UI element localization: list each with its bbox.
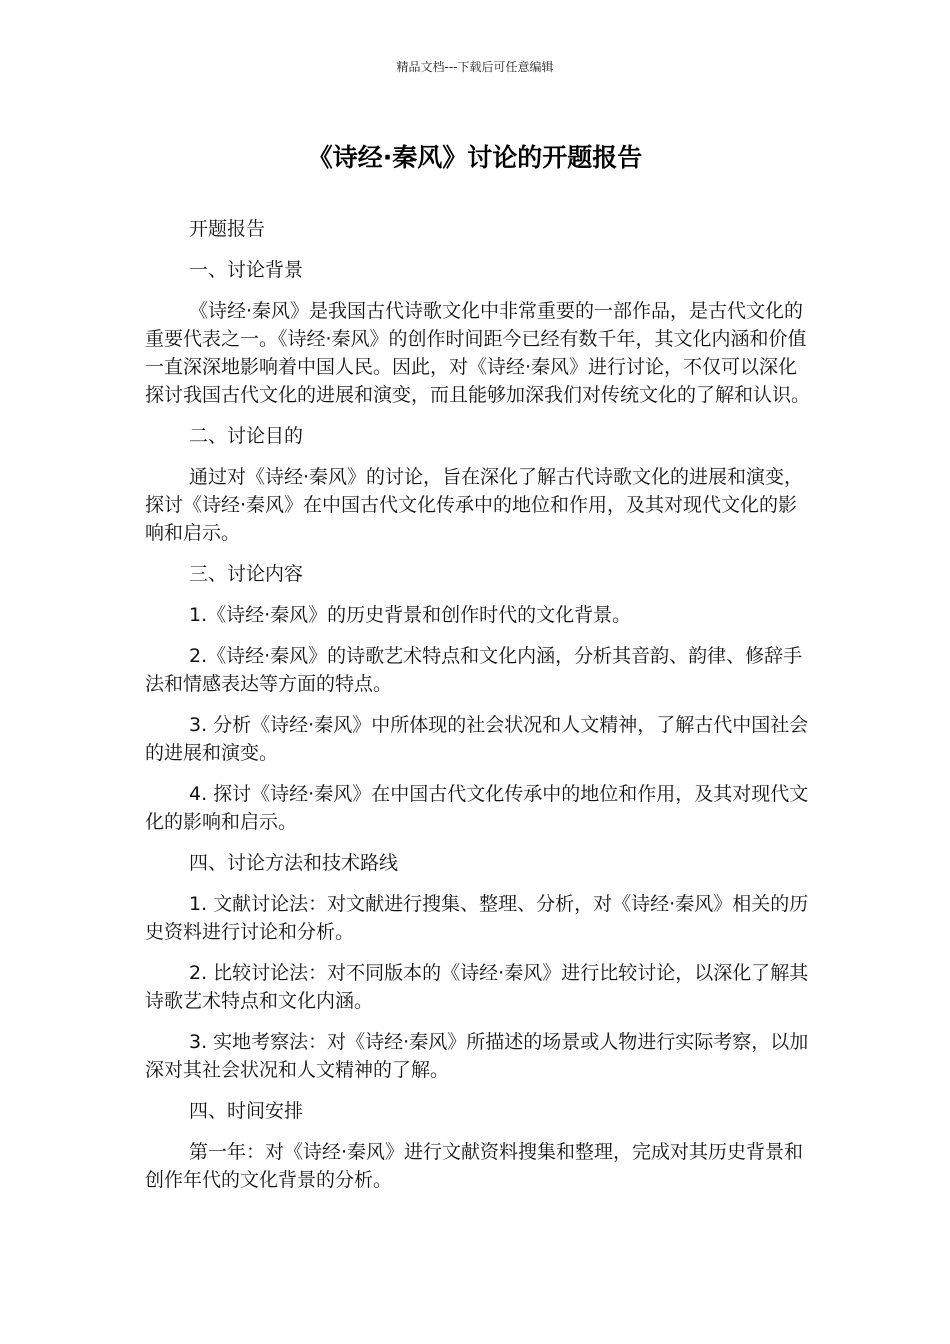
heading-purpose: 二、讨论目的 — [189, 425, 304, 447]
paragraph-background: 《诗经·秦风》是我国古代诗歌文化中非常重要的一部作品，是古代文化的重要代表之一。《诗经·秦风》的创作时间距今已经有数千年，其文化内涵和价值一直深深地影响着中国人民。因此，对《诗经·秦风》进行讨论，不仅可以深化探讨我国古代文化的进展和演变，而且能够加深我们对传统文化的了解和认识。 — [145, 300, 811, 406]
heading-background: 一、讨论背景 — [189, 259, 304, 281]
list-item-method-2: 2. 比较讨论法：对不同版本的《诗经·秦风》进行比较讨论，以深化了解其诗歌艺术特点和文化内涵。 — [145, 962, 809, 1012]
heading-schedule: 四、时间安排 — [189, 1100, 304, 1122]
list-item-content-4: 4. 探讨《诗经·秦风》在中国古代文化传承中的地位和作用，及其对现代文化的影响和启示。 — [145, 783, 809, 833]
paragraph-schedule-year-1: 第一年：对《诗经·秦风》进行文献资料搜集和整理，完成对其历史背景和创作年代的文化背景的分析。 — [145, 1141, 804, 1191]
list-item-method-3: 3. 实地考察法：对《诗经·秦风》所描述的场景或人物进行实际考察，以加深对其社会状况和人文精神的了解。 — [145, 1031, 809, 1081]
list-item-content-2: 2.《诗经·秦风》的诗歌艺术特点和文化内涵，分析其音韵、韵律、修辞手法和情感表达等方面的特点。 — [145, 645, 803, 695]
document-title: 《诗经·秦风》讨论的开题报告 — [307, 143, 643, 172]
list-item-content-1: 1.《诗经·秦风》的历史背景和创作时代的文化背景。 — [189, 604, 632, 626]
list-item-method-1: 1. 文献讨论法：对文献进行搜集、整理、分析，对《诗经·秦风》相关的历史资料进行讨论和分析。 — [145, 893, 809, 943]
paragraph-purpose: 通过对《诗经·秦风》的讨论，旨在深化了解古代诗歌文化的进展和演变，探讨《诗经·秦风》在中国古代文化传承中的地位和作用，及其对现代文化的影响和启示。 — [145, 466, 804, 544]
heading-methods: 四、讨论方法和技术路线 — [189, 852, 399, 874]
paragraph-report-label: 开题报告 — [189, 218, 266, 240]
heading-content: 三、讨论内容 — [189, 563, 304, 585]
document-body — [145, 215, 813, 1207]
list-item-content-3: 3. 分析《诗经·秦风》中所体现的社会状况和人文精神，了解古代中国社会的进展和演变。 — [145, 714, 809, 764]
header-note: 精品文档---下载后可任意编辑 — [396, 60, 554, 74]
